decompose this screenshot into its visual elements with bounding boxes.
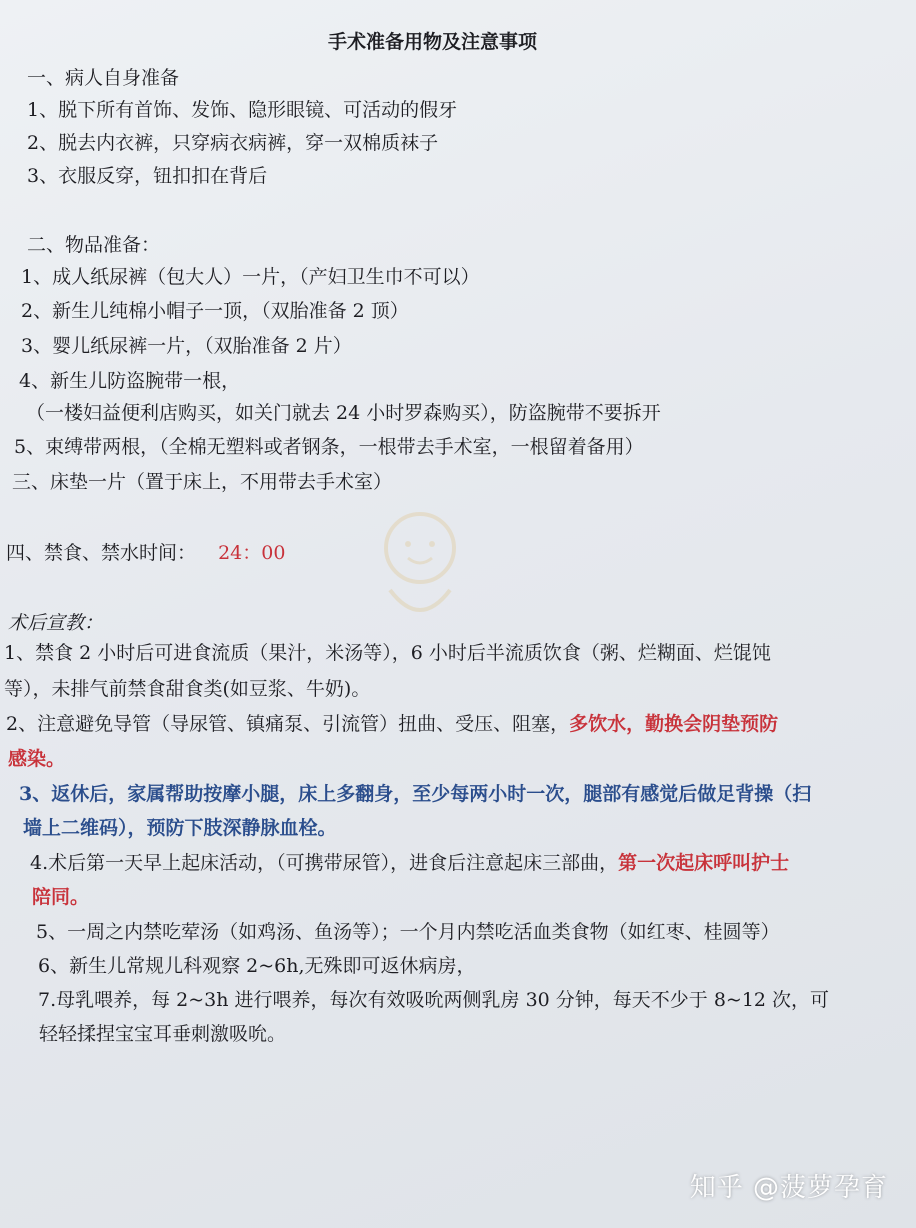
section2-heading: 二、物品准备：	[27, 234, 161, 256]
section2-item: 1、成人纸尿裤（包大人）一片，（产妇卫生巾不可以）	[21, 266, 480, 288]
postop-item-2	[6, 712, 778, 736]
section4-heading	[6, 541, 285, 565]
section2-item: 4、新生儿防盗腕带一根，	[19, 370, 241, 392]
section1-item: 2、脱去内衣裤，只穿病衣病裤，穿一双棉质袜子	[27, 132, 439, 154]
postop-item-2-cont: 感染。	[8, 748, 66, 770]
section3-heading: 三、床垫一片（置于床上，不用带去手术室）	[12, 471, 393, 493]
postop-item-6: 6、新生儿常规儿科观察 2~6h,无殊即可返休病房，	[38, 955, 476, 977]
postop-item-4	[30, 851, 789, 875]
postop-item-3: 3、返休后，家属帮助按摩小腿，床上多翻身，至少每两小时一次，腿部有感觉后做足背操（扫	[19, 783, 812, 805]
postop-item-4-highlight: 第一次起床呼叫护士	[618, 852, 790, 874]
postop-item-1: 1、禁食 2 小时后可进食流质（果汁，米汤等），6 小时后半流质饮食（粥、烂糊面、烂馄饨	[4, 642, 771, 664]
section2-item: 3、婴儿纸尿裤一片，（双胎准备 2 片）	[21, 335, 352, 357]
postop-item-1-cont: 等），未排气前禁食甜食类(如豆浆、牛奶)。	[4, 678, 371, 700]
section2-item-note: （一楼妇益便利店购买，如关门就去 24 小时罗森购买），防盗腕带不要拆开	[26, 402, 661, 424]
section1-item: 3、衣服反穿，钮扣扣在背后	[27, 165, 268, 187]
postop-item-7: 7.母乳喂养，每 2~3h 进行喂养，每次有效吸吮两侧乳房 30 分钟，每天不少于 8~12 次，可	[38, 989, 830, 1011]
postop-item-7-cont: 轻轻揉捏宝宝耳垂刺激吸吮。	[39, 1023, 287, 1045]
postop-item-4-cont: 陪同。	[32, 886, 90, 908]
zhihu-watermark: 知乎 @菠萝孕育	[689, 1173, 888, 1203]
postop-item-4-text: 4.术后第一天早上起床活动，（可携带尿管），进食后注意起床三部曲，	[30, 852, 619, 874]
fasting-label: 四、禁食、禁水时间：	[6, 542, 197, 564]
section1-item: 1、脱下所有首饰、发饰、隐形眼镜、可活动的假牙	[27, 99, 458, 121]
section1-heading: 一、病人自身准备	[27, 67, 180, 89]
postop-heading: 术后宣教：	[8, 612, 104, 634]
postop-item-5: 5、一周之内禁吃荤汤（如鸡汤、鱼汤等）；一个月内禁吃活血类食物（如红枣、桂圆等）	[36, 921, 780, 943]
section2-item: 5、束缚带两根，（全棉无塑料或者钢条，一根带去手术室，一根留着备用）	[14, 436, 644, 458]
postop-item-3-cont: 墙上二维码），预防下肢深静脉血栓。	[23, 817, 337, 839]
page-title: 手术准备用物及注意事项	[328, 31, 538, 53]
fasting-time: 24：00	[218, 542, 286, 564]
mascot-watermark-icon	[360, 500, 480, 630]
postop-item-2-highlight: 多饮水，勤换会阴垫预防	[569, 713, 779, 735]
section2-item: 2、新生儿纯棉小帽子一顶，（双胎准备 2 顶）	[21, 300, 409, 322]
postop-item-2-text: 2、注意避免导管（导尿管、镇痛泵、引流管）扭曲、受压、阻塞，	[6, 713, 570, 735]
